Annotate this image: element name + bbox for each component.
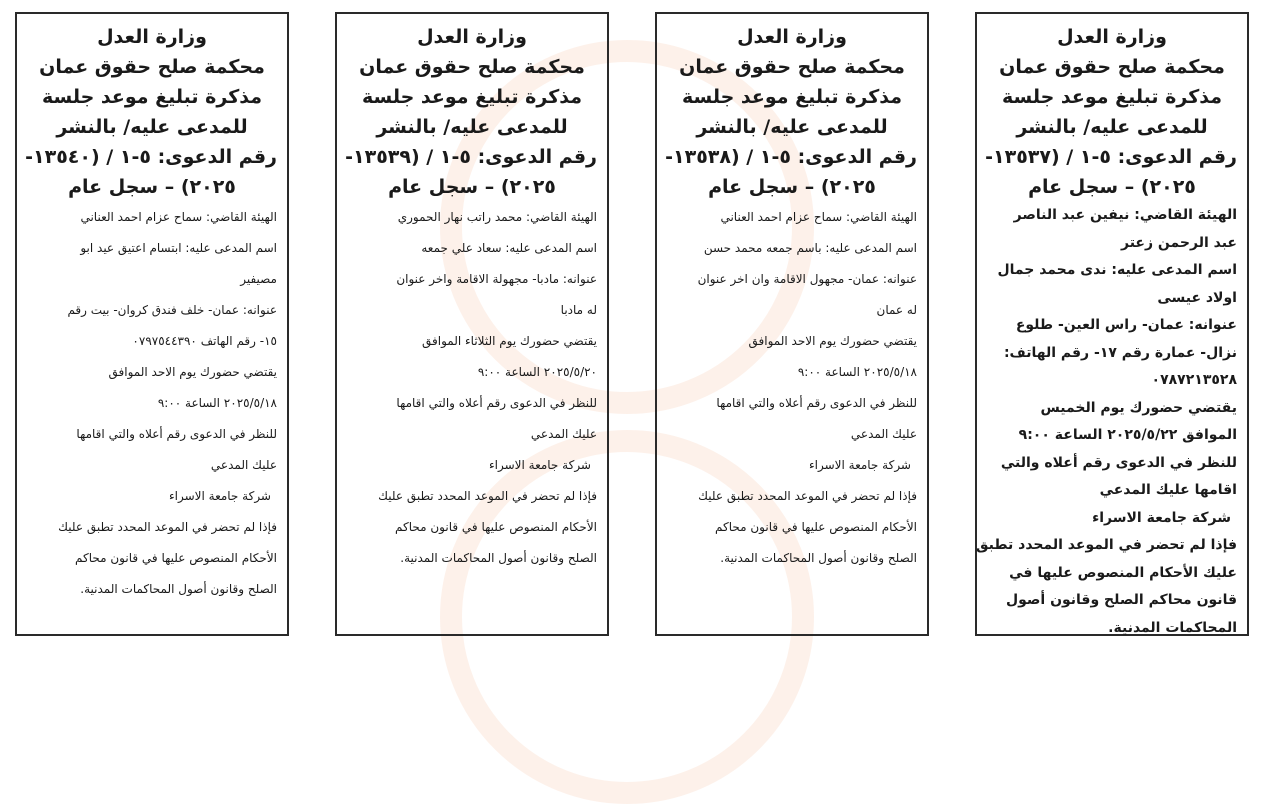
notice-body-line: يقتضي حضورك يوم الاحد الموافق xyxy=(748,334,917,348)
notice-body-line: ٠٧٨٧٢١٣٥٢٨ xyxy=(1151,372,1237,388)
notice-body-line: الهيئة القاضي: سماح عزام احمد العناني xyxy=(720,210,917,224)
notice-body-line: شركة جامعة الاسراء xyxy=(488,458,591,472)
notice-body-line: الأحكام المنصوص عليها في قانون محاكم xyxy=(715,520,917,534)
notice-body-line: الصلح وقانون أصول المحاكمات المدنية. xyxy=(80,582,277,596)
notice-heading: مذكرة تبليغ موعد جلسة xyxy=(42,86,262,108)
notice-body-line: للنظر في الدعوى رقم أعلاه والتي اقامها xyxy=(76,427,277,441)
notice-body-line: عليك المدعي xyxy=(850,427,917,441)
notice-body-line: له مادبا xyxy=(560,303,597,317)
notice-body-line: ١٥- رقم الهاتف ٠٧٩٧٥٤٤٣٩٠ xyxy=(132,334,277,348)
notice-body-line: الصلح وقانون أصول المحاكمات المدنية. xyxy=(400,551,597,565)
court-name: محكمة صلح حقوق عمان xyxy=(39,56,265,78)
notice-body-line: عليك المدعي xyxy=(530,427,597,441)
notice-body-line: اسم المدعى عليه: ندى محمد جمال xyxy=(997,262,1237,278)
notice-body-line: الأحكام المنصوص عليها في قانون محاكم xyxy=(75,551,277,565)
court-name: محكمة صلح حقوق عمان xyxy=(679,56,905,78)
notice-body-line: شركة جامعة الاسراء xyxy=(1092,509,1231,526)
notice-body-line: عبد الرحمن زعتر xyxy=(1121,234,1237,251)
notice-body-line: مصيفير xyxy=(240,272,277,286)
court-notice xyxy=(975,12,1249,636)
notice-heading: للمدعى عليه/ بالنشر xyxy=(376,116,568,138)
notice-body-line: للنظر في الدعوى رقم أعلاه والتي اقامها xyxy=(716,396,917,410)
notice-heading: مذكرة تبليغ موعد جلسة xyxy=(362,86,582,108)
notice-body-line: الأحكام المنصوص عليها في قانون محاكم xyxy=(395,520,597,534)
notice-body-line: عنوانه: عمان- خلف فندق كروان- بيت رقم xyxy=(67,303,277,317)
court-notice xyxy=(655,12,929,636)
notice-body-line: عليك الأحكام المنصوص عليها في xyxy=(1009,564,1237,581)
notice-body-line: قانون محاكم الصلح وقانون أصول xyxy=(1005,592,1237,608)
notice-heading: مذكرة تبليغ موعد جلسة xyxy=(1002,86,1222,108)
notice-body-line: ٢٠٢٥/٥/٢٠ الساعة ٩:٠٠ xyxy=(477,365,597,379)
notice-body-line: اسم المدعى عليه: ابتسام اعتيق عيد ابو xyxy=(80,241,277,255)
notice-body-line: له عمان xyxy=(876,303,917,317)
notice-heading: للمدعى عليه/ بالنشر xyxy=(696,116,888,138)
ministry-title: وزارة العدل xyxy=(417,26,527,48)
notice-body-line: للنظر في الدعوى رقم أعلاه والتي xyxy=(1000,454,1237,471)
notice-body-line: يقتضي حضورك يوم الثلاثاء الموافق xyxy=(422,334,597,348)
notice-heading: للمدعى عليه/ بالنشر xyxy=(1016,116,1208,138)
ministry-title: وزارة العدل xyxy=(97,26,207,48)
notice-body-line: ٢٠٢٥/٥/١٨ الساعة ٩:٠٠ xyxy=(797,365,917,379)
notice-body-line: اسم المدعى عليه: سعاد علي جمعه xyxy=(421,241,597,255)
notice-body-line: الهيئة القاضي: محمد راتب نهار الحموري xyxy=(397,210,597,224)
notice-body-line: اولاد عيسى xyxy=(1157,289,1237,306)
notice-body-line: المحاكمات المدنية. xyxy=(1108,619,1237,636)
case-number: رقم الدعوى: ٥-١ / (١٣٥٣٧- xyxy=(985,146,1237,168)
notice-body-line: فإذا لم تحضر في الموعد المحدد تطبق xyxy=(976,537,1237,553)
court-name: محكمة صلح حقوق عمان xyxy=(359,56,585,78)
notice-body-line: يقتضي حضورك يوم الاحد الموافق xyxy=(108,365,277,379)
case-number: رقم الدعوى: ٥-١ / (١٣٥٤٠- xyxy=(25,146,277,168)
notice-body-line: عنوانه: عمان- راس العين- طلوع xyxy=(1015,317,1237,333)
notice-body-line: فإذا لم تحضر في الموعد المحدد تطبق عليك xyxy=(378,489,597,503)
notice-body-line: ٢٠٢٥/٥/١٨ الساعة ٩:٠٠ xyxy=(157,396,277,410)
case-number: ٢٠٢٥) – سجل عام xyxy=(1028,176,1196,198)
notice-body-line: للنظر في الدعوى رقم أعلاه والتي اقامها xyxy=(396,396,597,410)
notice-body-line: نزال- عمارة رقم ١٧- رقم الهاتف: xyxy=(1003,344,1237,361)
ministry-title: وزارة العدل xyxy=(737,26,847,48)
case-number: ٢٠٢٥) – سجل عام xyxy=(708,176,876,198)
notice-body-line: عنوانه: مادبا- مجهولة الاقامة واخر عنوان xyxy=(396,272,597,286)
notice-body-line: اقامها عليك المدعي xyxy=(1099,482,1237,498)
notice-body-line: عليك المدعي xyxy=(210,458,277,472)
court-notice xyxy=(335,12,609,636)
ministry-title: وزارة العدل xyxy=(1057,26,1167,48)
notice-heading: للمدعى عليه/ بالنشر xyxy=(56,116,248,138)
court-name: محكمة صلح حقوق عمان xyxy=(999,56,1225,78)
notice-body-line: اسم المدعى عليه: باسم جمعه محمد حسن xyxy=(703,241,917,255)
case-number: رقم الدعوى: ٥-١ / (١٣٥٣٩- xyxy=(345,146,597,168)
notice-body-line: فإذا لم تحضر في الموعد المحدد تطبق عليك xyxy=(58,520,277,534)
notice-body-line: يقتضي حضورك يوم الخميس xyxy=(1040,399,1237,416)
notice-body-line: الصلح وقانون أصول المحاكمات المدنية. xyxy=(720,551,917,565)
notice-body-line: الموافق ٢٠٢٥/٥/٢٢ الساعة ٩:٠٠ xyxy=(1018,427,1237,443)
notice-body-line: شركة جامعة الاسراء xyxy=(168,489,271,503)
case-number: ٢٠٢٥) – سجل عام xyxy=(68,176,236,198)
notice-body-line: شركة جامعة الاسراء xyxy=(808,458,911,472)
notice-body-line: الهيئة القاضي: نيفين عبد الناصر xyxy=(1013,207,1237,223)
notice-body-line: عنوانه: عمان- مجهول الاقامة وان اخر عنوان xyxy=(697,272,917,286)
court-notice xyxy=(15,12,289,636)
notice-body-line: فإذا لم تحضر في الموعد المحدد تطبق عليك xyxy=(698,489,917,503)
case-number: رقم الدعوى: ٥-١ / (١٣٥٣٨- xyxy=(665,146,917,168)
notice-heading: مذكرة تبليغ موعد جلسة xyxy=(682,86,902,108)
case-number: ٢٠٢٥) – سجل عام xyxy=(388,176,556,198)
notice-body-line: الهيئة القاضي: سماح عزام احمد العناني xyxy=(80,210,277,224)
